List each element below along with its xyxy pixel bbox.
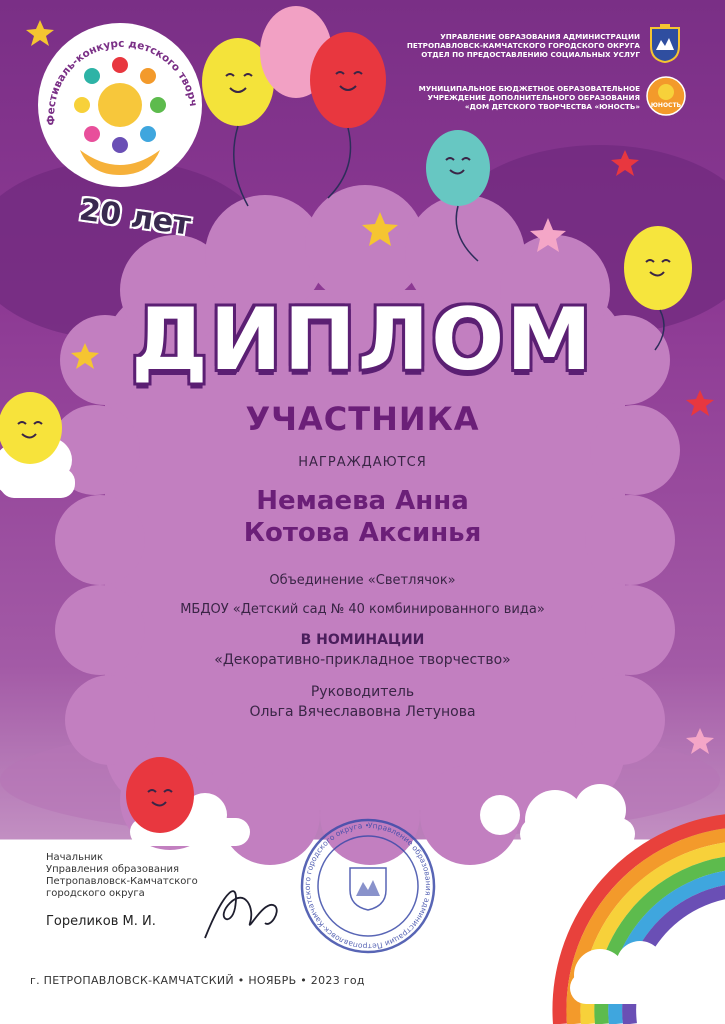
org1-line: УПРАВЛЕНИЕ ОБРАЗОВАНИЯ АДМИНИСТРАЦИИ [440, 32, 640, 41]
nomination-value: «Декоративно-прикладное творчество» [214, 652, 511, 668]
festival-logo [30, 10, 215, 243]
logo-badge: 20 лет [77, 192, 193, 243]
official-stamp [298, 816, 438, 956]
recipient-names [80, 485, 645, 549]
position-line: Петропавловск-Камчатского [46, 876, 198, 887]
stamp-text: Управление образования администрации Петропавловск-Камчатского городского округа • [302, 820, 433, 952]
org2-line: МУНИЦИПАЛЬНОЕ БЮДЖЕТНОЕ ОБРАЗОВАТЕЛЬНОЕ [418, 84, 640, 93]
logo-ring-text: Фестиваль-конкурс детского творч [45, 37, 200, 126]
position-line: Управления образования [46, 864, 180, 875]
institution-name: МБДОУ «Детский сад № 40 комбинированного вида» [180, 602, 545, 617]
stamp-icon [298, 816, 438, 956]
supervisor-label: Руководитель [310, 684, 415, 700]
awarded-label: НАГРАЖДАЮТСЯ [298, 455, 427, 470]
position-line: городского округа [46, 888, 145, 899]
signatory-name: Гореликов М. И. [46, 914, 156, 929]
recipient-name: Немаева Анна [256, 486, 469, 516]
diploma-subtitle: УЧАСТНИКА [245, 400, 480, 438]
org2-line: УЧРЕЖДЕНИЕ ДОПОЛНИТЕЛЬНОГО ОБРАЗОВАНИЯ [427, 93, 640, 102]
org2-block [380, 84, 640, 111]
org1-block [380, 32, 640, 59]
recipient-name: Котова Аксинья [243, 518, 482, 548]
diploma-title: ДИПЛОМ [131, 290, 594, 390]
org2-line: «ДОМ ДЕТСКОГО ТВОРЧЕСТВА «ЮНОСТЬ» [464, 102, 640, 111]
nomination-label: В НОМИНАЦИИ [300, 632, 425, 648]
org1-line: ОТДЕЛ ПО ПРЕДОСТАВЛЕНИЮ СОЦИАЛЬНЫХ УСЛУГ [421, 50, 640, 59]
position-line: Начальник [46, 852, 104, 863]
yunost-logo [646, 76, 686, 116]
handwritten-signature [195, 868, 290, 948]
group-name: Объединение «Светлячок» [269, 573, 456, 588]
footer-place-date: г. ПЕТРОПАВЛОВСК-КАМЧАТСКИЙ • НОЯБРЬ • 2023 год [30, 974, 365, 987]
yunost-logo-icon [646, 76, 686, 116]
coat-of-arms-icon [648, 24, 682, 64]
yunost-logo-text: ЮНОСТЬ [650, 102, 682, 109]
supervisor-name: Ольга Вячеславовна Летунова [249, 704, 476, 720]
org1-line: ПЕТРОПАВЛОВСК-КАМЧАТСКОГО ГОРОДСКОГО ОКРУГА [406, 41, 640, 50]
